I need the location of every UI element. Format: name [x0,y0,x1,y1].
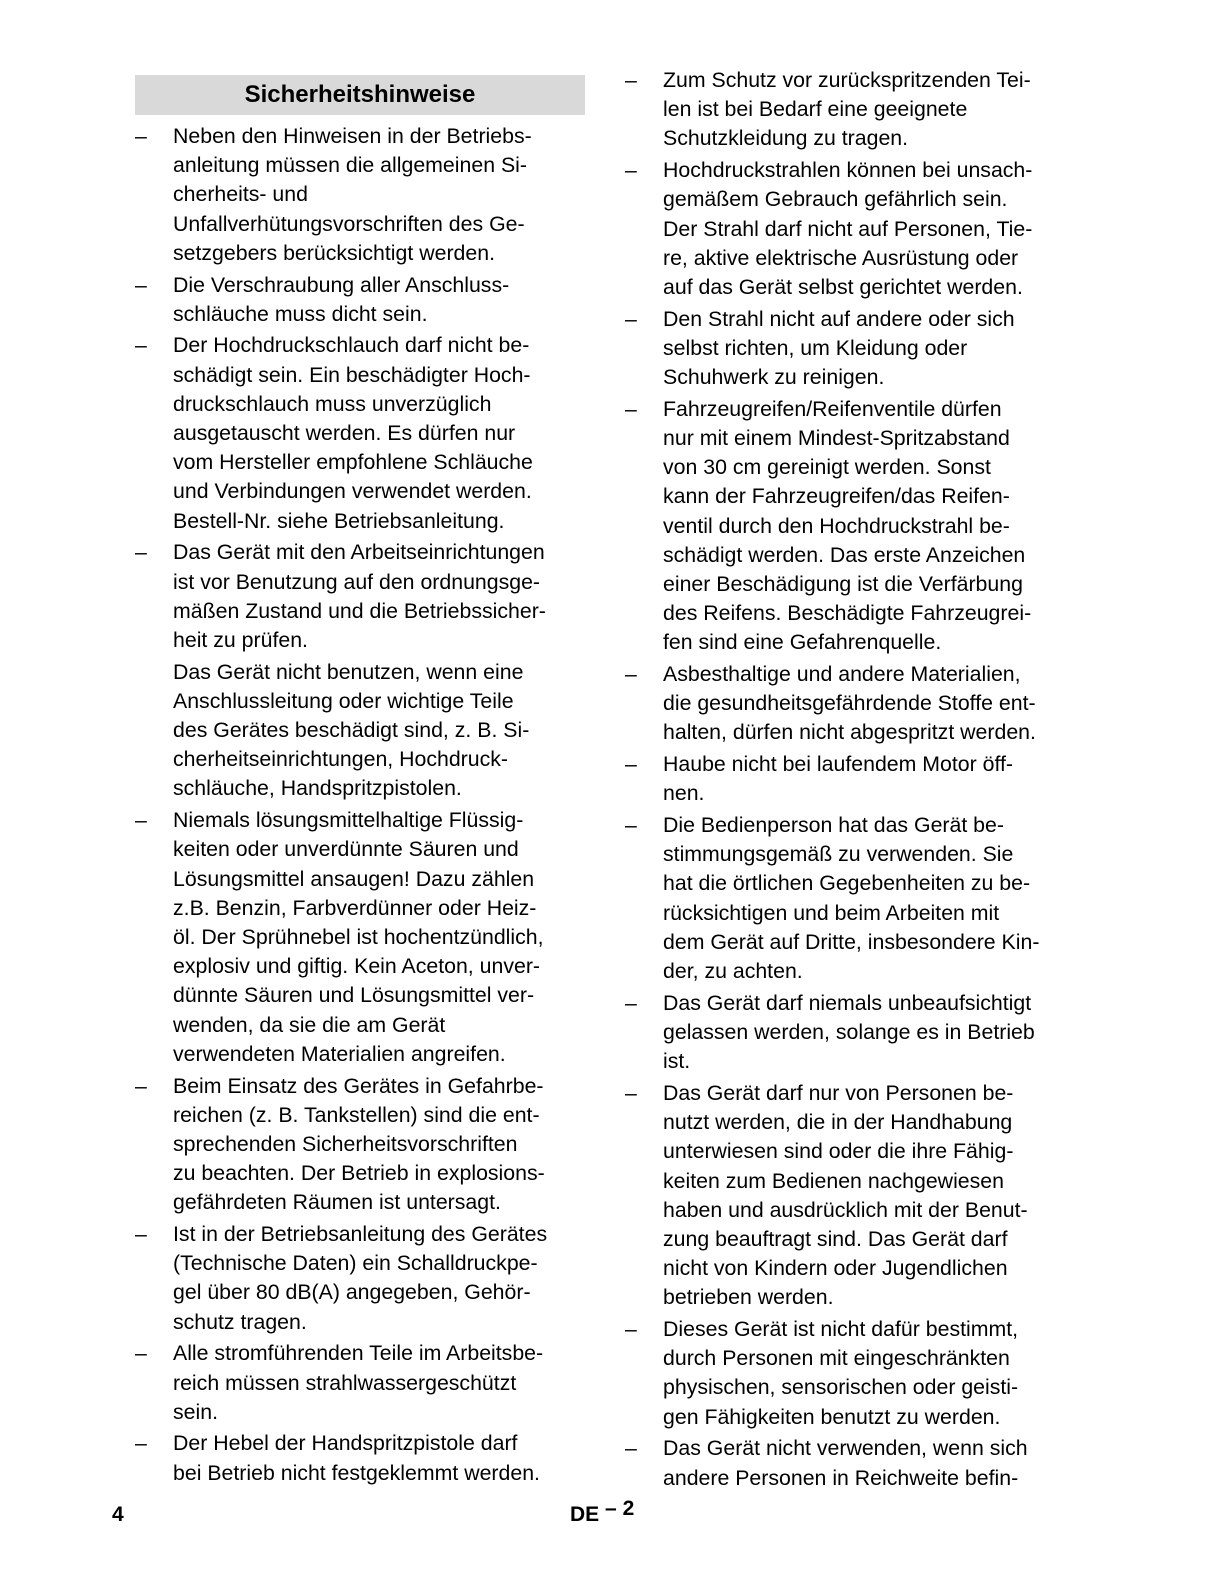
list-item-line: unterwiesen sind oder die ihre Fähig- [663,1139,1014,1164]
list-item-line: der, zu achten. [663,959,803,984]
right-item-list [625,66,1085,1495]
list-item-line: öl. Der Sprühnebel ist hochentzündlich, [173,924,544,949]
list-item-line: bei Betrieb nicht festgeklemmt werden. [173,1460,540,1485]
list-item-line: zung beauftragt sind. Das Gerät darf [663,1226,1008,1251]
list-item-line: des Gerätes beschädigt sind, z. B. Si- [173,718,530,743]
bullet-dash: – [625,158,637,183]
list-item-line: hat die örtlichen Gegebenheiten zu be- [663,871,1031,896]
list-item-line: vom Hersteller empfohlene Schläuche [173,450,533,475]
list-item-line: gemäßem Gebrauch gefährlich sein. [663,187,1008,212]
list-item-line: mäßen Zustand und die Betriebssicher- [173,598,546,623]
footer-separator: – [605,1497,617,1520]
list-item-line: gelassen werden, solange es in Betrieb [663,1020,1035,1044]
list-item-line: fen sind eine Gefahrenquelle. [663,630,942,655]
bullet-dash: – [625,1317,637,1342]
list-item-line: cherheitseinrichtungen, Hochdruck- [173,747,509,772]
list-item-line: des Reifens. Beschädigte Fahrzeugrei- [663,601,1032,626]
list-item [135,271,590,329]
bullet-dash: – [135,1431,147,1456]
list-item-line: anleitung müssen die allgemeinen Si- [173,153,527,178]
bullet-dash: – [625,990,637,1015]
list-item-line: von 30 cm gereinigt werden. Sonst [663,455,991,480]
bullet-dash: – [625,1436,637,1461]
bullet-dash: – [135,540,147,565]
list-item-line: auf das Gerät selbst gerichtet werden. [663,274,1023,299]
list-item-line: z.B. Benzin, Farbverdünner oder Heiz- [173,895,537,920]
list-item-line: durch Personen mit eingeschränkten [663,1346,1010,1371]
list-item-line: verwendeten Materialien angreifen. [173,1041,506,1066]
bullet-dash: – [135,333,147,358]
list-item-line: cherheits- und [173,182,308,207]
list-item-line: Hochdruckstrahlen können bei unsach- [663,158,1033,183]
list-item-line: Niemals lösungsmittelhaltige Flüssig- [173,808,524,833]
list-item-line: nur mit einem Mindest-Spritzabstand [663,425,1010,450]
page-number: 4 [112,1503,124,1526]
bullet-dash: – [625,752,637,777]
list-item [135,1220,590,1337]
list-item-line: schutz tragen. [173,1309,307,1334]
list-item-line: druckschlauch muss unverzüglich [173,391,492,416]
list-item-line: keiten zum Bedienen nachgewiesen [663,1168,1004,1193]
section-page: 2 [622,1497,635,1520]
bullet-dash: – [625,813,637,838]
list-item-line: Asbesthaltige und andere Materialien, [663,662,1021,687]
bullet-dash: – [135,124,147,148]
bullet-dash: – [135,272,147,297]
list-item-line: Das Gerät nicht verwenden, wenn sich [663,1436,1028,1461]
list-item [625,305,1085,393]
list-item-line: Ist in der Betriebsanleitung des Gerätes [173,1222,548,1247]
bullet-dash: – [625,662,637,687]
bullet-dash: – [135,1073,147,1098]
list-item-line: physischen, sensorischen oder geisti- [663,1375,1019,1400]
list-item-line: setzgebers berücksichtigt werden. [173,240,495,265]
list-item-line: Bestell-Nr. siehe Betriebsanleitung. [173,508,505,533]
list-item-line: re, aktive elektrische Ausrüstung oder [663,245,1019,270]
list-item-line: betrieben werden. [663,1285,834,1310]
list-item-line: Der Hochdruckschlauch darf nicht be- [173,333,530,358]
bullet-dash: – [625,1080,637,1105]
list-item-line: reich müssen strahlwassergeschützt [173,1370,517,1395]
bullet-dash: – [135,1341,147,1366]
list-item-line: heit zu prüfen. [173,627,308,652]
list-item [625,1315,1085,1432]
bullet-dash: – [625,396,637,421]
section-page-label [570,1497,635,1527]
list-item [625,1434,1085,1492]
list-item-line: wenden, da sie die am Gerät [173,1012,446,1037]
list-item-line: gel über 80 dB(A) angegeben, Gehör- [173,1280,531,1305]
list-item-line: stimmungsgemäß zu verwenden. Sie [663,842,1014,867]
list-item-line: Schuhwerk zu reinigen. [663,365,885,390]
list-item-continuation [173,658,590,804]
section-page-number [605,1497,634,1520]
list-item-line: nutzt werden, die in der Handhabung [663,1110,1013,1135]
list-item-line: Fahrzeugreifen/Reifenventile dürfen [663,396,1002,421]
list-item-line: die gesundheitsgefährdende Stoffe ent- [663,691,1036,716]
list-item [625,989,1085,1077]
list-item-line: sprechenden Sicherheitsvorschriften [173,1131,518,1156]
list-item-line: nicht von Kindern oder Jugendlichen [663,1256,1008,1281]
left-item-list [135,122,590,1490]
list-item-line: schläuche muss dicht sein. [173,301,428,326]
list-item-line: Haube nicht bei laufendem Motor öff- [663,752,1014,777]
list-item-line: Lösungsmittel ansaugen! Dazu zählen [173,866,535,891]
bullet-dash: – [135,808,147,833]
list-item-line: schädigt werden. Das erste Anzeichen [663,542,1026,567]
list-item [135,1429,590,1487]
list-item-line: Der Strahl darf nicht auf Personen, Tie- [663,216,1033,241]
list-item-line: (Technische Daten) ein Schalldruckpe- [173,1251,538,1276]
list-item-line: Das Gerät mit den Arbeitseinrichtungen [173,540,545,565]
list-item-line: len ist bei Bedarf eine geeignete [663,97,968,122]
list-item-line: andere Personen in Reichweite befin- [663,1465,1019,1490]
list-item-line: sein. [173,1399,218,1424]
list-item-line: schädigt sein. Ein beschädigter Hoch- [173,362,531,387]
list-item-line: Der Hebel der Handspritzpistole darf [173,1431,518,1456]
list-item-line: dünnte Säuren und Lösungsmittel ver- [173,983,535,1008]
list-item-line: gefährdeten Räumen ist untersagt. [173,1190,501,1215]
list-item [625,156,1085,302]
list-item-line: ventil durch den Hochdruckstrahl be- [663,513,1010,538]
list-item-line: Neben den Hinweisen in der Betriebs- [173,124,532,148]
list-item-line: und Verbindungen verwendet werden. [173,479,532,504]
list-item-line: Unfallverhütungsvorschriften des Ge- [173,211,525,236]
list-item-line: Dieses Gerät ist nicht dafür bestimmt, [663,1317,1019,1342]
list-item [625,750,1085,808]
list-item-line: keiten oder unverdünnte Säuren und [173,837,519,862]
list-item-line: schläuche, Handspritzpistolen. [173,776,462,801]
list-item-line: Das Gerät darf nur von Personen be- [663,1080,1014,1105]
list-item-line: ist. [663,1049,691,1074]
list-item-line: Alle stromführenden Teile im Arbeitsbe- [173,1341,544,1366]
list-item-line: Beim Einsatz des Gerätes in Gefahrbe- [173,1073,544,1098]
list-item [135,538,590,655]
list-item [135,806,590,1069]
list-item-line: Das Gerät darf niemals unbeaufsichtigt [663,990,1032,1015]
list-item-line: Das Gerät nicht benutzen, wenn eine [173,659,524,684]
list-item-line: explosiv und giftig. Kein Aceton, unver- [173,954,540,979]
list-item-line: Zum Schutz vor zurückspritzenden Tei- [663,68,1031,92]
list-item-line: ausgetauscht werden. Es dürfen nur [173,421,516,446]
section-heading: Sicherheitshinweise [135,75,585,115]
list-item-line: Die Bedienperson hat das Gerät be- [663,813,1004,838]
list-item [135,1339,590,1427]
list-item-line: reichen (z. B. Tankstellen) sind die ent- [173,1102,540,1127]
list-item-line: Anschlussleitung oder wichtige Teile [173,688,514,713]
list-item-line: ist vor Benutzung auf den ordnungsge- [173,569,541,594]
list-item-line: einer Beschädigung ist die Verfärbung [663,571,1023,596]
list-item [625,660,1085,748]
bullet-dash: – [135,1222,147,1247]
list-item-line: halten, dürfen nicht abgespritzt werden. [663,720,1036,745]
list-item-line: Den Strahl nicht auf andere oder sich [663,306,1015,331]
list-item-line: gen Fähigkeiten benutzt zu werden. [663,1404,1001,1429]
list-item-line: nen. [663,781,705,806]
list-item [135,1072,590,1218]
list-item-line: kann der Fahrzeugreifen/das Reifen- [663,484,1010,509]
bullet-dash: – [625,68,637,92]
list-item-line: dem Gerät auf Dritte, insbesondere Kin- [663,929,1040,954]
list-item [625,811,1085,986]
language-code: DE [570,1503,600,1526]
list-item [625,1079,1085,1313]
list-item [625,66,1085,154]
bullet-dash: – [625,306,637,331]
list-item-line: zu beachten. Der Betrieb in explosions- [173,1161,545,1186]
list-item-line: Schutzkleidung zu tragen. [663,126,909,151]
list-item-line: haben und ausdrücklich mit der Benut- [663,1197,1028,1222]
list-item-line: rücksichtigen und beim Arbeiten mit [663,900,1000,925]
list-item [135,122,590,268]
list-item [135,331,590,535]
list-item-line: selbst richten, um Kleidung oder [663,335,968,360]
list-item [625,395,1085,658]
list-item-line: Die Verschraubung aller Anschluss- [173,272,510,297]
